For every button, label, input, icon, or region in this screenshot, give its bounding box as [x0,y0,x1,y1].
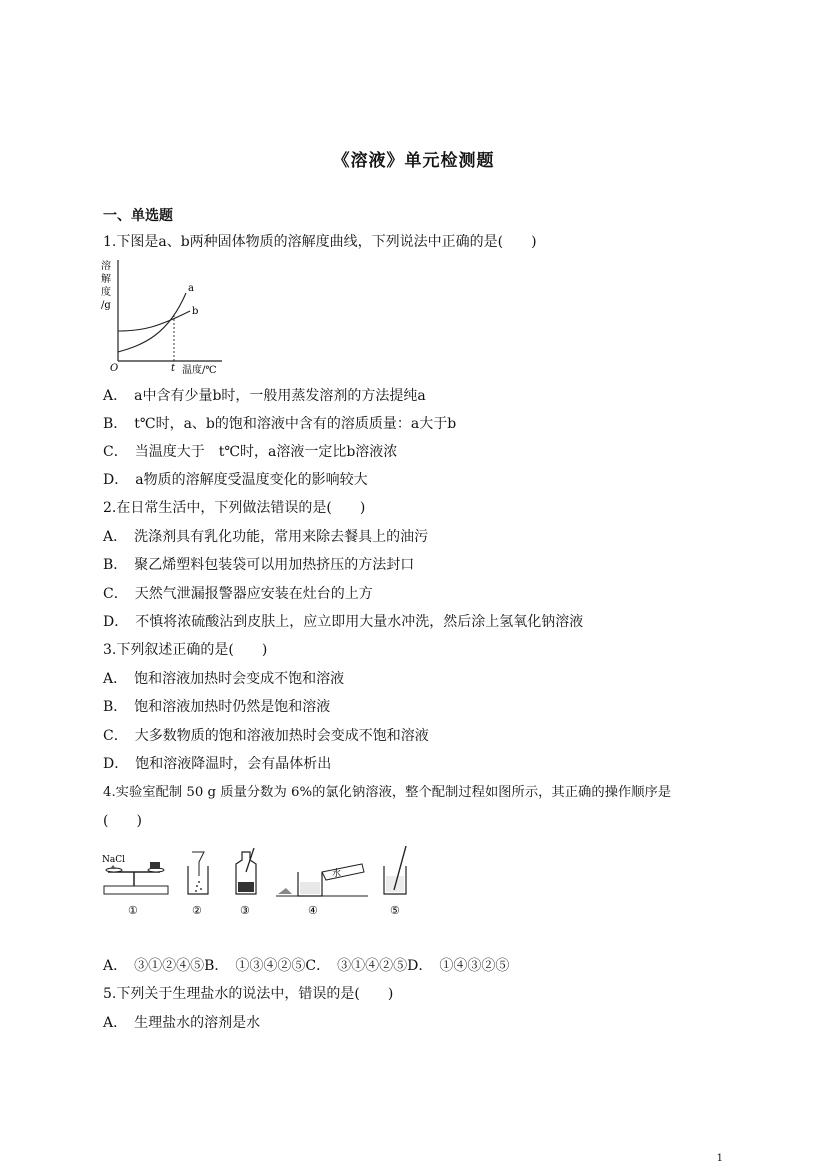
question-1-option-a: A． a中含有少量b时，一般用蒸发溶剂的方法提纯a [103,388,426,404]
graph-ylabel-4: /g [101,300,111,311]
question-2-option-d: D． 不慎将浓硫酸沾到皮肤上，应立即用大量水冲洗，然后涂上氢氧化钠溶液 [103,614,584,630]
solution-preparation-figure [100,842,420,920]
graph-ylabel-3: 度 [101,287,111,298]
graph-ylabel-1: 溶 [101,261,111,272]
question-2-option-a: A． 洗涤剂具有乳化功能，常用来除去餐具上的油污 [103,529,429,545]
beaker-funnel-icon [188,852,208,894]
graph-xlabel: 温度/℃ [182,365,217,376]
question-5-option-a: A． 生理盐水的溶剂是水 [103,1015,261,1031]
question-2-option-b: B． 聚乙烯塑料包装袋可以用加热挤压的方法封口 [103,557,415,573]
graph-curve-b [118,311,190,331]
graph-curve-a [118,293,186,352]
nacl-label: NaCl [102,855,126,865]
graph-t-label: t [171,363,176,374]
question-3-option-d: D． 饱和溶液降温时，会有晶体析出 [103,756,332,772]
figure-label-5: ⑤ [390,904,400,917]
figure-label-2: ② [192,904,202,917]
question-3-option-c: C． 大多数物质的饱和溶液加热时会变成不饱和溶液 [103,728,429,744]
figure-label-1: ① [128,904,138,917]
balance-icon [102,855,168,894]
graph-ylabel-2: 解 [101,274,111,285]
figure-label-3: ③ [240,904,250,917]
question-2-stem: 2.在日常生活中，下列做法错误的是( ) [103,500,366,516]
question-1-stem: 1.下图是a、b两种固体物质的溶解度曲线，下列说法中正确的是( ) [103,234,537,250]
question-3-option-b: B． 饱和溶液加热时仍然是饱和溶液 [103,699,331,715]
question-4-stem: 4.实验室配制 50 g 质量分数为 6%的氯化钠溶液，整个配制过程如图所示，其正确的操作顺序是 [103,785,672,800]
graph-label-b: b [192,306,199,317]
question-1-option-c: C． 当温度大于 t℃时，a溶液一定比b溶液浓 [103,444,398,460]
document-title: 《溶液》单元检测题 [332,151,495,171]
graph-label-a: a [188,283,194,294]
question-5-stem: 5.下列关于生理盐水的说法中，错误的是( ) [103,986,394,1002]
question-4-stem-cont: ( ) [103,813,142,829]
page-number: 1 [716,1153,723,1164]
graph-origin: O [110,363,119,374]
question-2-option-c: C． 天然气泄漏报警器应安装在灶台的上方 [103,586,373,602]
reagent-bottle-icon [236,848,256,894]
question-3-stem: 3.下列叙述正确的是( ) [103,642,268,658]
question-4-options: A． ③①②④⑤B． ①③④②⑤C． ③①④②⑤D． ①④③②⑤ [103,958,510,974]
question-3-option-a: A． 饱和溶液加热时会变成不饱和溶液 [103,671,345,687]
solubility-curve-figure [98,255,228,377]
pouring-water-icon [276,864,368,896]
water-label: 水 [332,869,342,879]
section-heading: 一、单选题 [103,208,173,224]
stirring-beaker-icon [384,846,406,894]
figure-label-4: ④ [308,904,318,917]
question-1-option-d: D． a物质的溶解度受温度变化的影响较大 [103,472,368,488]
question-1-option-b: B． t℃时，a、b的饱和溶液中含有的溶质质量：a大于b [103,416,457,432]
